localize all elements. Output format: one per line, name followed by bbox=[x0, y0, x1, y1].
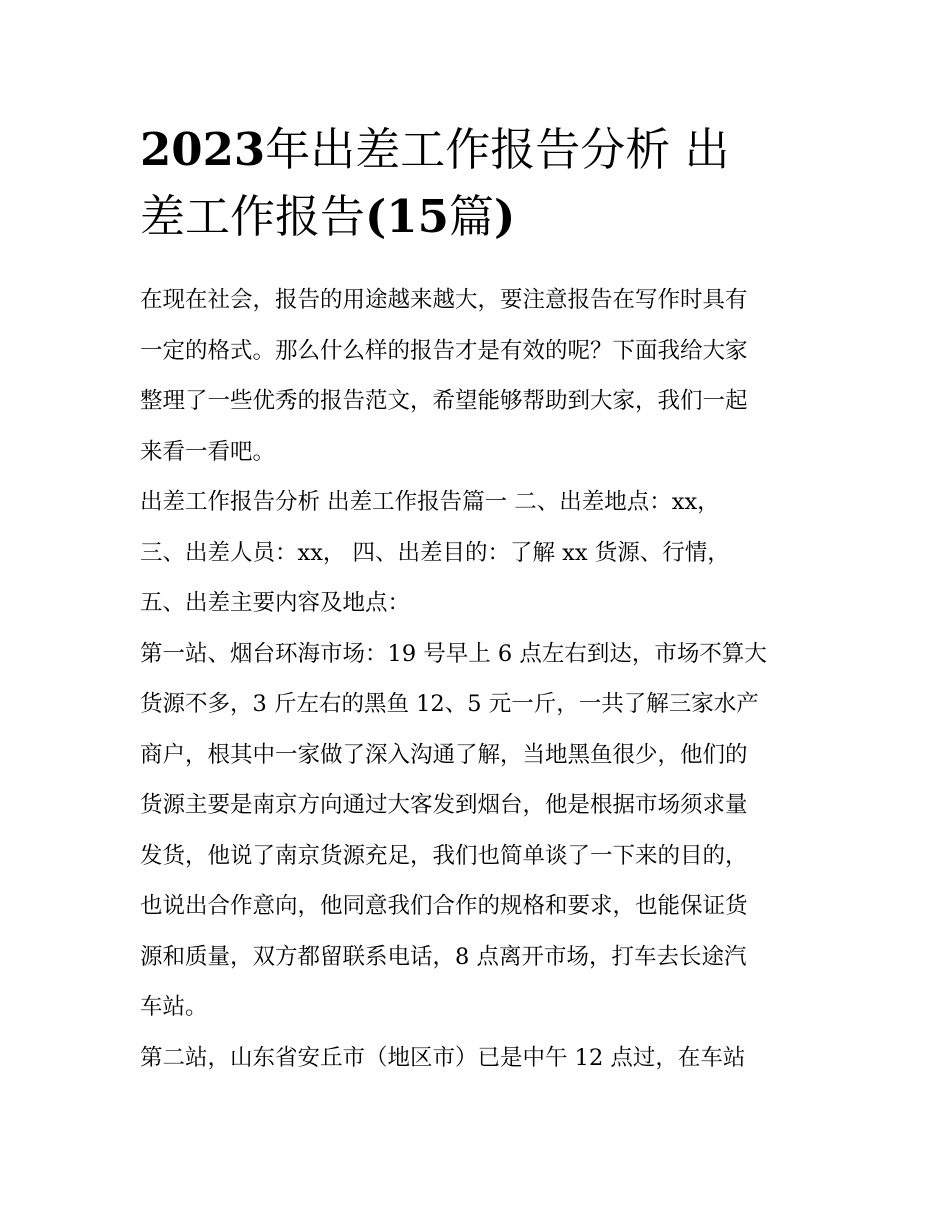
document-title bbox=[140, 116, 820, 250]
title-line-1 bbox=[140, 116, 820, 183]
text-line: 在现在社会，报告的用途越来越大，要注意报告在写作时具有 bbox=[140, 287, 748, 313]
text-line: 出差工作报告分析 出差工作报告篇一 二、出差地点：xx， bbox=[140, 489, 720, 515]
title-text-3: 篇 bbox=[448, 190, 494, 243]
paragraph-stop-2 bbox=[140, 1033, 820, 1084]
title-close-paren: ) bbox=[493, 190, 516, 243]
text-line: 发货，他说了南京货源充足，我们也简单谈了一下来的目的， bbox=[140, 842, 748, 869]
text-line: 三、出差人员：xx， 四、出差目的：了解 xx 货源、行情， bbox=[140, 539, 730, 566]
document-body bbox=[140, 275, 820, 1083]
title-count: (15 bbox=[365, 190, 449, 243]
paragraph-overview bbox=[140, 477, 820, 629]
text-line: 源和质量，双方都留联系电话，8 点离开市场，打车去长途汽 bbox=[140, 943, 747, 970]
text-line: 货源不多，3 斤左右的黑鱼 12、5 元一斤，一共了解三家水产 bbox=[140, 691, 759, 717]
title-text-1: 年出差工作报告分析 出 bbox=[265, 123, 730, 176]
title-year: 2023 bbox=[140, 123, 266, 176]
title-text-2: 差工作报告 bbox=[140, 190, 366, 243]
text-line: 整理了一些优秀的报告范文，希望能够帮助到大家，我们一起 bbox=[140, 388, 748, 414]
paragraph-stop-1 bbox=[140, 629, 820, 1033]
text-line: 货源主要是南京方向通过大客发到烟台，他是根据市场须求量 bbox=[140, 792, 748, 818]
title-line-2 bbox=[140, 183, 820, 250]
text-line: 一定的格式。那么什么样的报告才是有效的呢？下面我给大家 bbox=[140, 337, 748, 364]
text-line: 五、出差主要内容及地点： bbox=[140, 590, 411, 616]
text-line: 也说出合作意向，他同意我们合作的规格和要求，也能保证货 bbox=[140, 893, 748, 919]
text-line: 第一站、烟台环海市场：19 号早上 6 点左右到达，市场不算大 bbox=[140, 640, 767, 667]
text-line: 第二站，山东省安丘市（地区市）已是中午 12 点过，在车站 bbox=[140, 1044, 746, 1071]
text-line: 来看一看吧。 bbox=[140, 438, 276, 465]
text-line: 商户，根其中一家做了深入沟通了解，当地黑鱼很少，他们的 bbox=[140, 741, 748, 768]
text-line: 车站。 bbox=[140, 994, 208, 1020]
paragraph-intro bbox=[140, 275, 820, 477]
